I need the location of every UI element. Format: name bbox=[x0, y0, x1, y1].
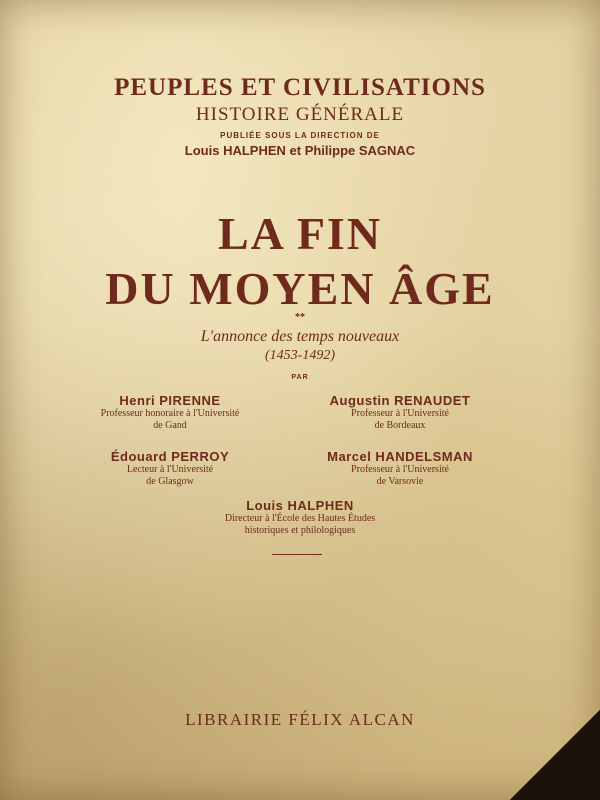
author-role: de Bordeaux bbox=[374, 420, 426, 431]
book-subtitle: L'annonce des temps nouveaux bbox=[200, 328, 400, 345]
author-block bbox=[60, 393, 280, 432]
publication-note: PUBLIÉE SOUS LA DIRECTION DE bbox=[220, 131, 380, 140]
volume-mark: ** bbox=[295, 312, 305, 323]
book-title-line-1: LA FIN bbox=[217, 208, 383, 259]
author-role: de Glasgow bbox=[146, 476, 194, 487]
publisher-name: LIBRAIRIE FÉLIX ALCAN bbox=[185, 710, 415, 729]
by-label: PAR bbox=[291, 374, 309, 381]
divider-rule bbox=[272, 554, 322, 555]
series-title: PEUPLES ET CIVILISATIONS bbox=[114, 74, 486, 101]
author-role: Professeur à l'Université bbox=[351, 408, 449, 419]
author-name: Édouard PERROY bbox=[110, 449, 230, 464]
book-title-line-2: DU MOYEN ÂGE bbox=[105, 263, 495, 314]
author-name: Augustin RENAUDET bbox=[329, 393, 471, 408]
author-block bbox=[300, 449, 500, 488]
author-role: de Varsovie bbox=[376, 476, 424, 487]
author-role: Professeur honoraire à l'Université bbox=[100, 408, 240, 419]
author-name: Marcel HANDELSMAN bbox=[327, 449, 473, 464]
author-name: Louis HALPHEN bbox=[246, 498, 354, 513]
author-role: Lecteur à l'Université bbox=[126, 464, 214, 475]
series-subtitle: HISTOIRE GÉNÉRALE bbox=[195, 104, 405, 125]
worn-corner bbox=[510, 710, 600, 800]
author-block bbox=[60, 449, 280, 488]
book-dates: (1453-1492) bbox=[265, 348, 335, 363]
author-block bbox=[300, 393, 500, 432]
author-role: Professeur à l'Université bbox=[351, 464, 449, 475]
author-name: Henri PIRENNE bbox=[119, 393, 221, 408]
author-role: de Gand bbox=[153, 420, 187, 431]
author-role: historiques et philologiques bbox=[244, 525, 356, 536]
series-directors: Louis HALPHEN et Philippe SAGNAC bbox=[184, 143, 416, 158]
author-role: Directeur à l'École des Hautes Études bbox=[224, 513, 376, 524]
author-block bbox=[150, 498, 450, 537]
